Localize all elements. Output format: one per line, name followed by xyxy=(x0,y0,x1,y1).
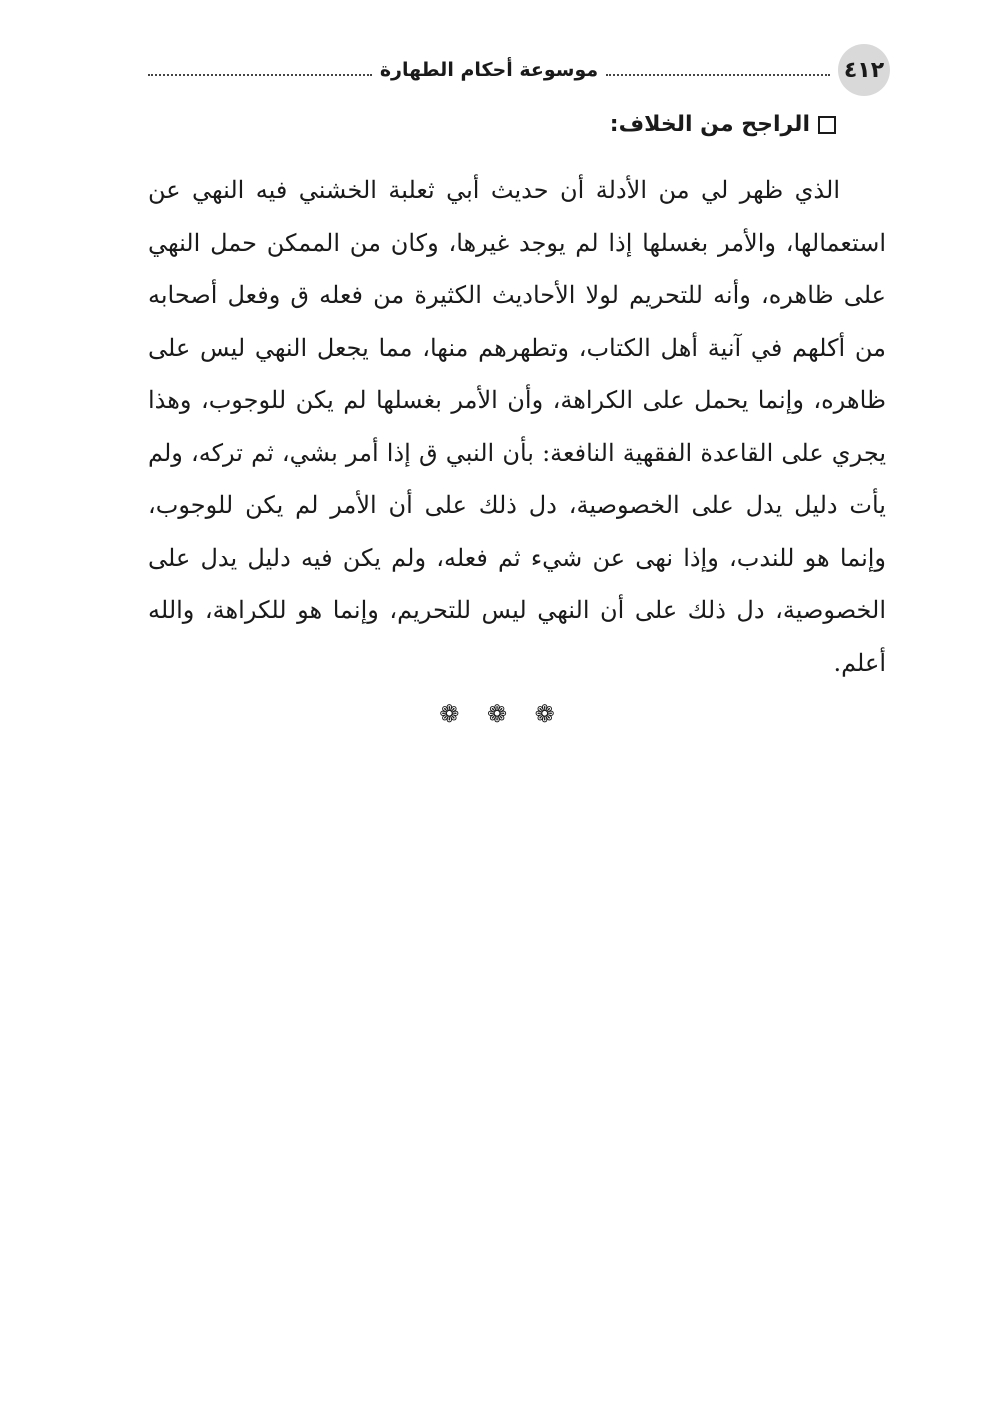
page-header xyxy=(148,44,890,96)
section-heading-text: الراجح من الخلاف: xyxy=(609,112,810,137)
checkbox-icon xyxy=(818,116,836,134)
section-heading xyxy=(610,112,836,137)
book-title: موسوعة أحكام الطهارة xyxy=(379,59,599,81)
body-paragraph: الذي ظهر لي من الأدلة أن حديث أبي ثعلبة الخشني فيه النهي عن استعمالها، والأمر بغسلها إذا لم يوجد غيرها، وكان من الممكن حمل النهي على ظاهره، وأنه للتحريم لولا الأحاديث الكثيرة من فعله ق وفعل أصحابه من أكلهم في آنية أهل الكتاب، وتطهرهم منها، مما يجعل النهي ليس على ظاهره، وإنما يحمل على الكراهة، وأن الأمر بغسلها لم يكن للوجوب، وهذا يجري على القاعدة الفقهية النافعة: بأن النبي ق إذا أمر بشي، ثم تركه، ولم يأت دليل يدل على الخصوصية، دل ذلك على أن الأمر لم يكن للوجوب، وإنما هو للندب، وإذا نهى عن شيء ثم فعله، ولم يكن فيه دليل يدل على الخصوصية، دل ذلك على أن النهي ليس للتحريم، وإنما هو للكراهة، والله أعلم. xyxy=(148,176,886,677)
header-dotted-rule-right xyxy=(606,74,830,76)
section-end-ornament: ❁ ❁ ❁ xyxy=(439,700,565,728)
page-number: ٤١٢ xyxy=(838,44,890,96)
header-dotted-rule-left xyxy=(148,74,372,76)
